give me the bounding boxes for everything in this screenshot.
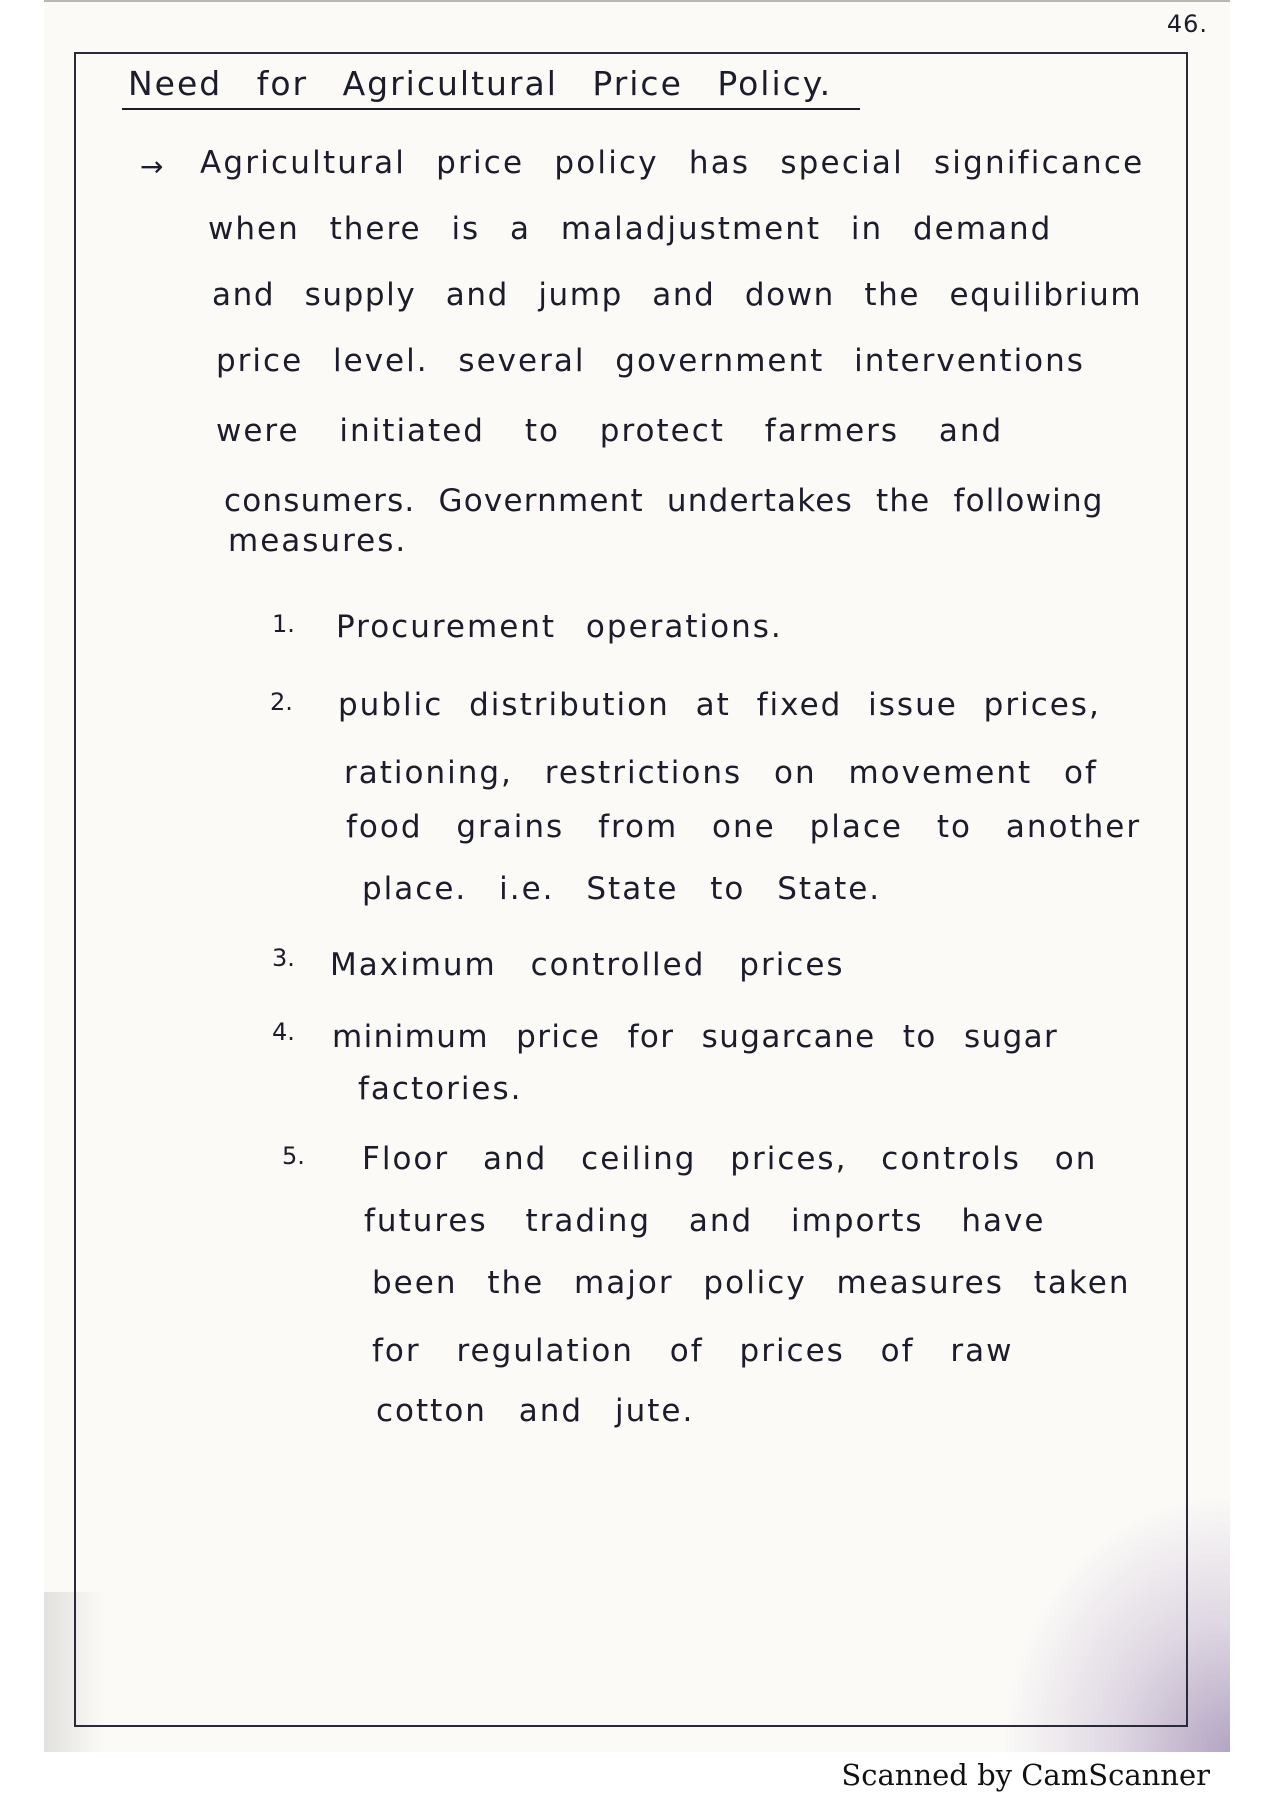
intro-line: and supply and jump and down the equilibrium (212, 277, 1143, 313)
list-item-line: Procurement operations. (336, 609, 783, 645)
list-number: 1. (272, 610, 295, 638)
list-item-line: place. i.e. State to State. (362, 871, 882, 907)
scanner-watermark: Scanned by CamScanner (841, 1758, 1210, 1792)
title-underline (122, 108, 860, 110)
arrow-bullet-icon: → (140, 150, 164, 183)
list-item-line: futures trading and imports have (364, 1203, 1046, 1239)
list-item-line: cotton and jute. (376, 1393, 695, 1429)
list-item-line: factories. (358, 1071, 523, 1107)
intro-line: were initiated to protect farmers and (216, 413, 1004, 449)
intro-line: consumers. Government undertakes the following (224, 483, 1104, 519)
intro-line: price level. several government interventions (216, 343, 1085, 379)
intro-line: measures. (228, 523, 408, 559)
list-item-line: been the major policy measures taken (372, 1265, 1131, 1301)
list-item-line: food grains from one place to another (346, 809, 1142, 845)
page-number: 46. (1166, 10, 1208, 38)
list-item-line: Floor and ceiling prices, controls on (362, 1141, 1098, 1177)
page-top-edge (44, 0, 1230, 2)
intro-line: when there is a maladjustment in demand (208, 211, 1053, 247)
intro-line: Agricultural price policy has special significance (200, 145, 1145, 181)
list-number: 2. (270, 688, 293, 716)
list-item-line: for regulation of prices of raw (372, 1333, 1014, 1369)
list-item-line: Maximum controlled prices (330, 947, 845, 983)
list-item-line: minimum price for sugarcane to sugar (332, 1019, 1059, 1055)
list-number: 3. (272, 944, 295, 972)
list-number: 4. (272, 1018, 295, 1046)
list-item-line: rationing, restrictions on movement of (344, 755, 1098, 791)
list-number: 5. (282, 1142, 305, 1170)
list-item-line: public distribution at fixed issue prices, (338, 687, 1101, 723)
page-title: Need for Agricultural Price Policy. (128, 64, 833, 103)
